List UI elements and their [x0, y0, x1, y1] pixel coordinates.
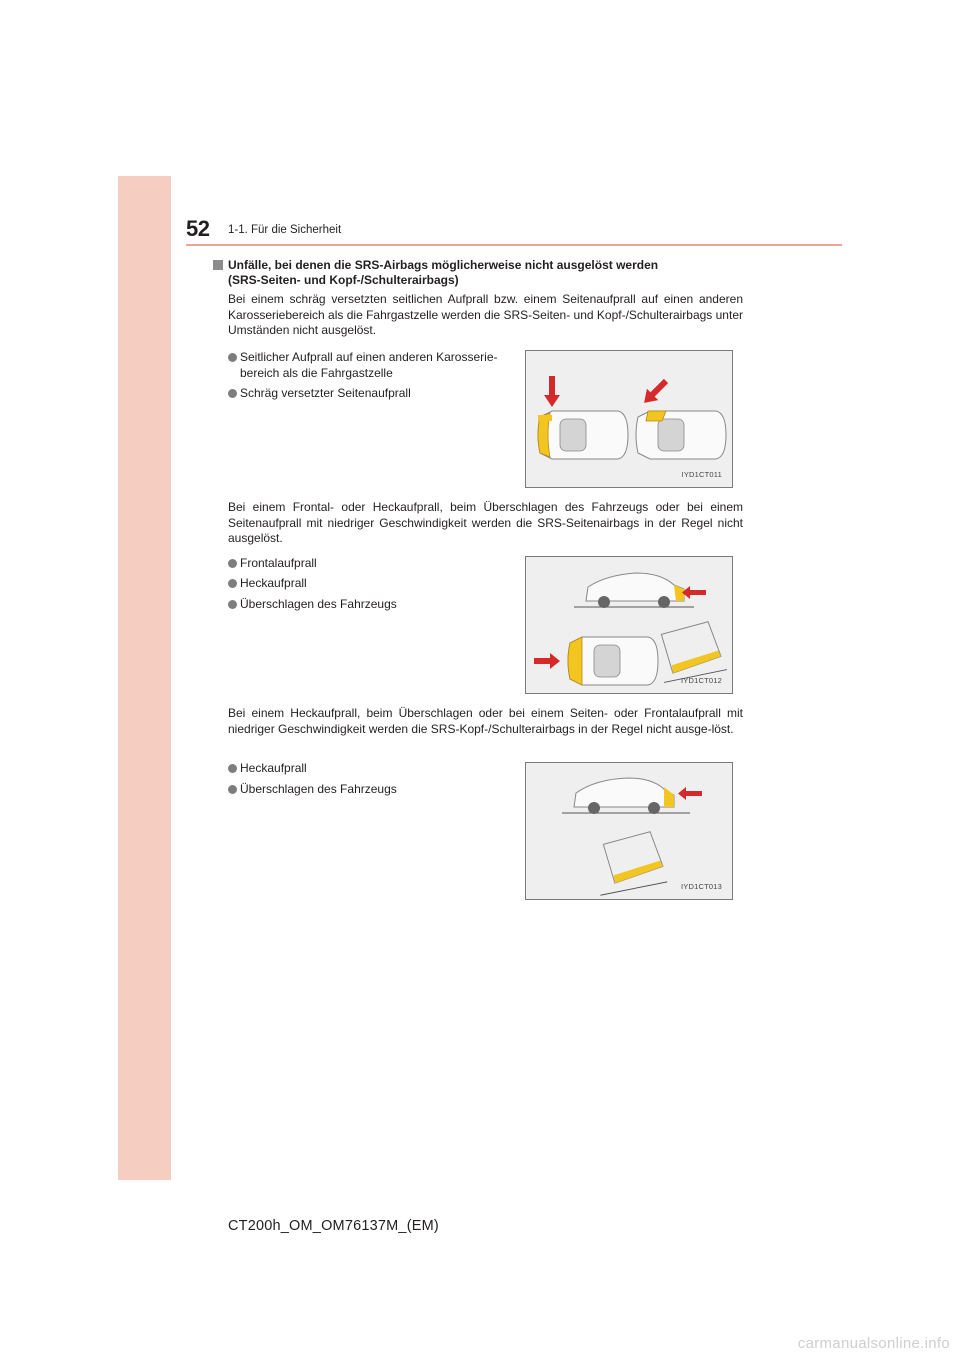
bullet-text: Seitlicher Aufprall auf einen anderen Karosserie-: [240, 350, 498, 364]
impact-arrow: [638, 375, 671, 408]
bullet-rollover-2: [228, 782, 520, 798]
bullet-rear-impact-2: [228, 761, 520, 777]
chapter-sidebar-tab: [118, 176, 171, 1180]
bullet-text: Überschlagen des Fahrzeugs: [240, 597, 397, 611]
figure-code: IYD1CT013: [681, 882, 722, 891]
paragraph-1: Bei einem schräg versetzten seitlichen Aufprall bzw. einem Seitenaufprall auf einen anderen Karosseriebereich als die Fahrgastzelle werden die SRS-Seiten- und Kopf-/Schulterairbags unter Umständen nicht ausgelöst.: [228, 292, 743, 337]
document-id: CT200h_OM_OM76137M_(EM): [228, 1218, 439, 1234]
car-top-view: [568, 637, 658, 685]
bullet-frontal-impact: [228, 556, 520, 572]
bullet-dot-icon: [228, 559, 237, 568]
car-top-view: [538, 411, 628, 459]
rollover-car: [657, 620, 728, 682]
header-divider: [186, 244, 842, 246]
impact-arrow: [534, 653, 560, 669]
bullet-dot-icon: [228, 764, 237, 773]
bullet-dot-icon: [228, 600, 237, 609]
car-top-views-illustration: [526, 351, 732, 487]
figure-code: IYD1CT011: [681, 470, 722, 479]
rollover-car: [593, 830, 668, 895]
bullet-text: Heckaufprall: [240, 761, 307, 775]
impact-arrow: [678, 787, 702, 800]
car-top-view: [636, 411, 726, 459]
bullet-text: Überschlagen des Fahrzeugs: [240, 782, 397, 796]
heading-line-1: Unfälle, bei denen die SRS-Airbags möglicherweise nicht ausgelöst werden: [228, 258, 659, 272]
heading-line-2: (SRS-Seiten- und Kopf-/Schulterairbags): [228, 273, 459, 287]
watermark: carmanualsonline.info: [797, 1335, 950, 1352]
paragraph-2: Bei einem Frontal- oder Heckaufprall, beim Überschlagen des Fahrzeugs oder bei einem Seitenaufprall mit niedriger Geschwindigkeit werden die SRS-Seitenairbags in der Regel nicht ausgelöst.: [228, 500, 743, 545]
section-heading: [228, 258, 658, 288]
figure-rear-rollover: [525, 762, 733, 900]
figure-frontal-rear-rollover: [525, 556, 733, 694]
bullet-text: Schräg versetzter Seitenaufprall: [240, 386, 411, 400]
car-side-view: [574, 573, 694, 608]
impact-arrow: [544, 376, 560, 407]
bullet-text-cont: bereich als die Fahrgastzelle: [240, 365, 393, 380]
bullet-rollover: [228, 597, 520, 613]
car-impact-illustration: [526, 557, 732, 693]
car-impact-illustration: [526, 763, 732, 899]
bullet-text: Frontalaufprall: [240, 556, 317, 570]
section-title: 1-1. Für die Sicherheit: [228, 224, 342, 236]
figure-side-impact: [525, 350, 733, 488]
page-number: 52: [186, 216, 210, 241]
bullet-side-impact-body: [228, 350, 520, 381]
bullet-text: Heckaufprall: [240, 576, 307, 590]
bullet-dot-icon: [228, 389, 237, 398]
square-bullet-icon: [213, 260, 223, 270]
figure-code: IYD1CT012: [681, 676, 722, 685]
paragraph-3: Bei einem Heckaufprall, beim Überschlagen oder bei einem Seiten- oder Frontalaufprall mit niedriger Geschwindigkeit werden die SRS-Kopf-/Schulterairbags in der Regel nicht ausge-löst.: [228, 706, 743, 736]
impact-arrow: [682, 586, 706, 599]
bullet-rear-impact: [228, 576, 520, 592]
bullet-dot-icon: [228, 579, 237, 588]
bullet-dot-icon: [228, 353, 237, 362]
bullet-dot-icon: [228, 785, 237, 794]
bullet-oblique-impact: [228, 386, 520, 402]
car-side-view: [562, 778, 690, 814]
